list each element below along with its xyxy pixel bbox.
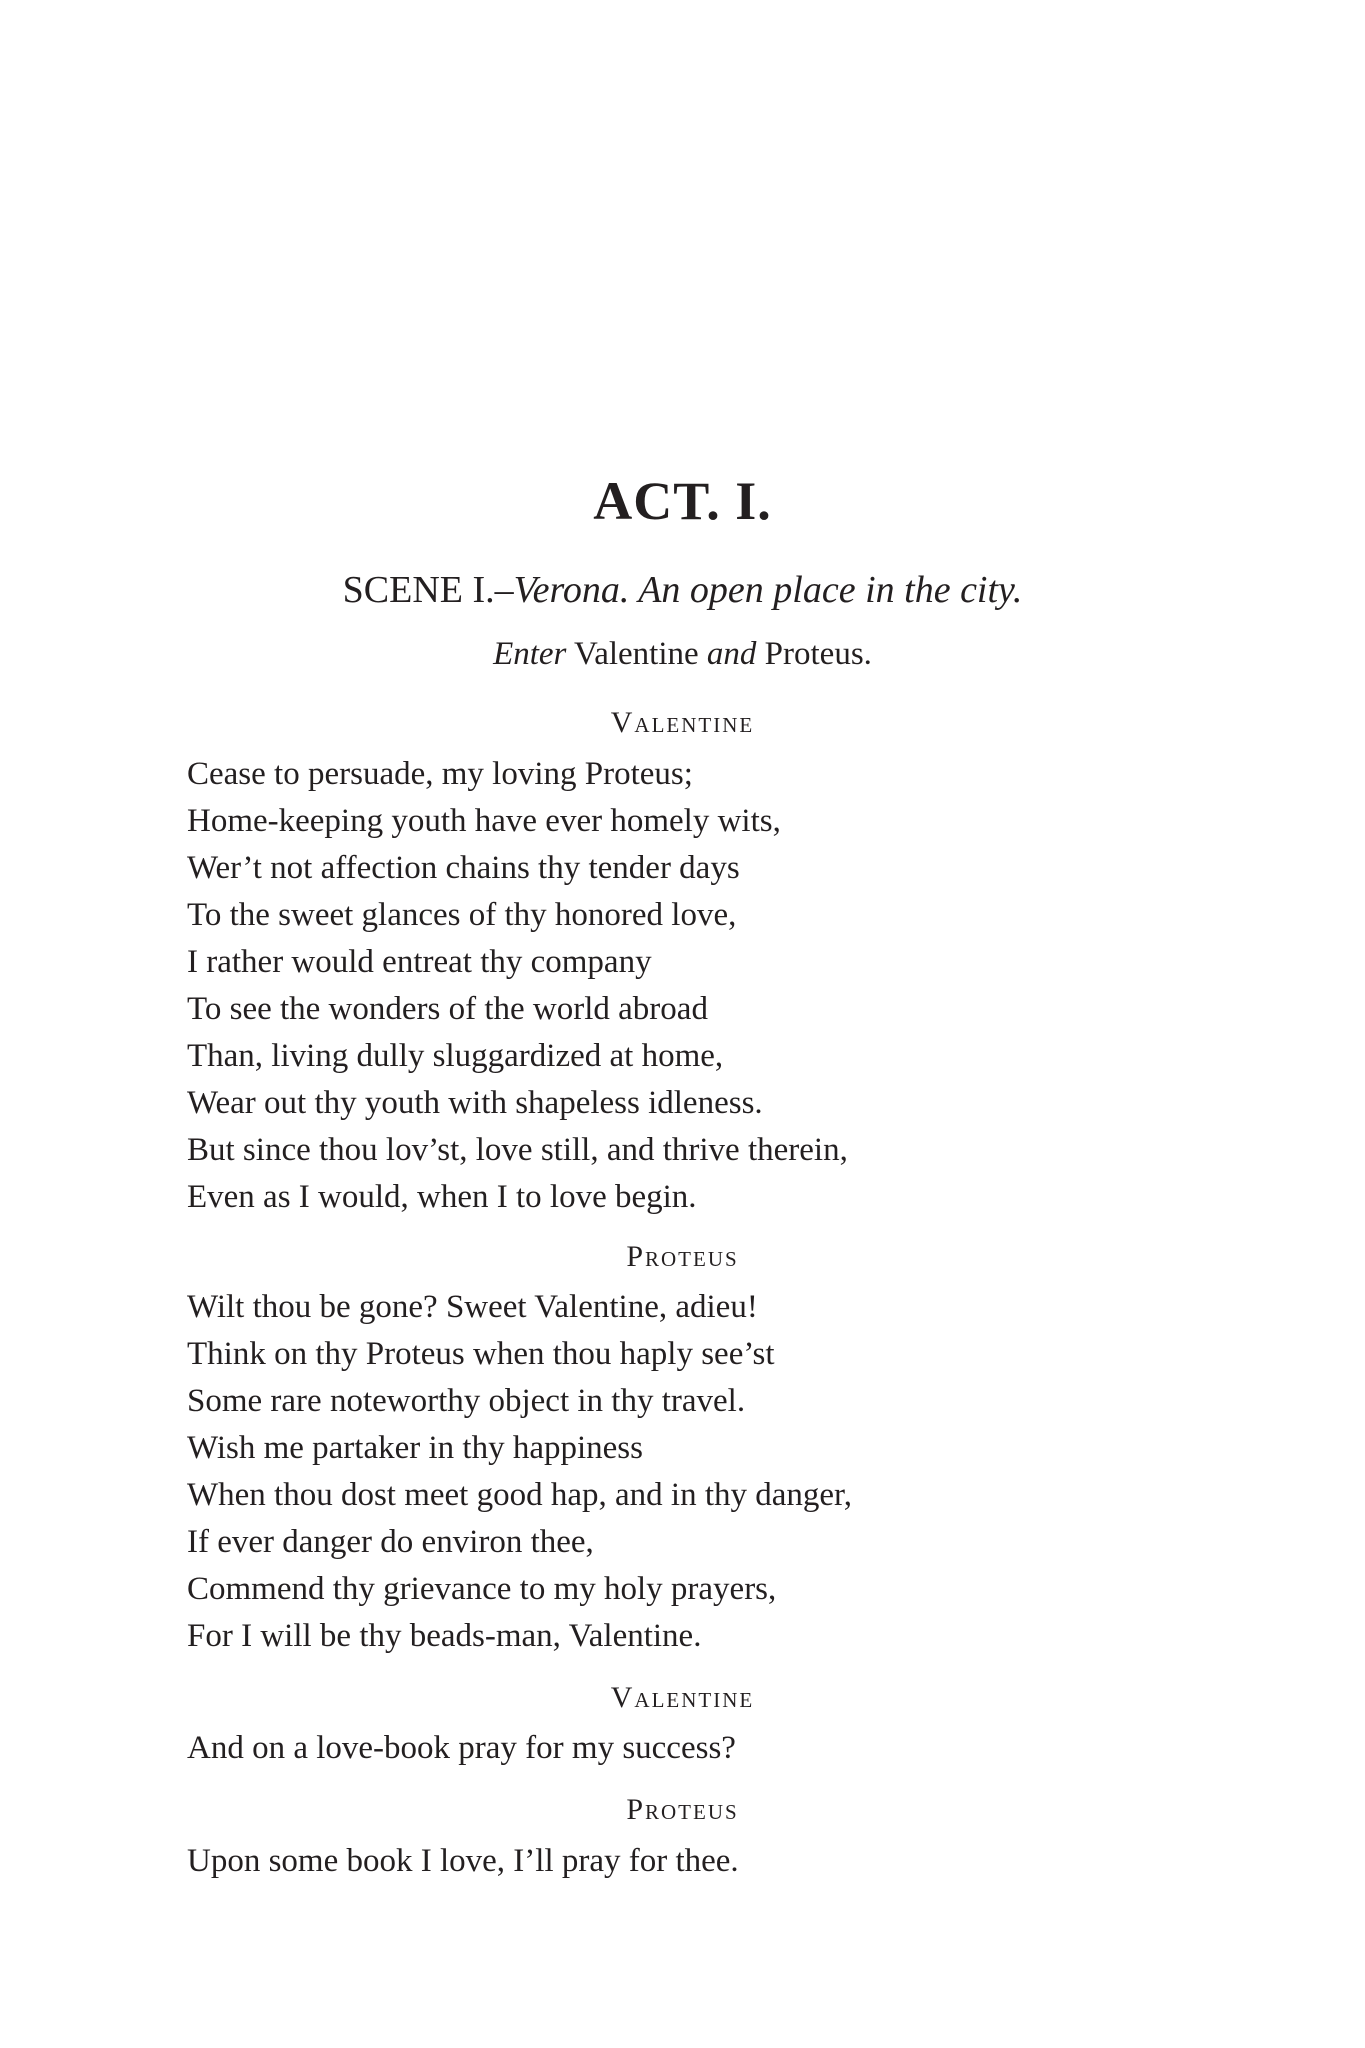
verse-line: And on a love-book pray for my success? bbox=[187, 1730, 736, 1766]
verse-line: Upon some book I love, I’ll pray for thee. bbox=[187, 1843, 739, 1879]
verse-line: But since thou lov’st, love still, and thrive therein, bbox=[187, 1132, 848, 1168]
verse-line: Wer’t not affection chains thy tender days bbox=[187, 850, 740, 886]
act-title: ACT. I. bbox=[593, 471, 772, 531]
scene-location: Verona. An open place in the city. bbox=[513, 569, 1023, 611]
stage-character-2: Proteus. bbox=[764, 636, 872, 672]
stage-character-1: Valentine bbox=[574, 636, 699, 672]
speech-lines bbox=[187, 1284, 852, 1660]
verse-line: Than, living dully sluggardized at home, bbox=[187, 1038, 724, 1074]
verse-line: Think on thy Proteus when thou haply see’st bbox=[187, 1336, 775, 1372]
verse-line: When thou dost meet good hap, and in thy danger, bbox=[187, 1477, 852, 1513]
verse-line: Even as I would, when I to love begin. bbox=[187, 1179, 697, 1215]
speech-lines bbox=[187, 751, 848, 1221]
speaker-name: Valentine bbox=[610, 1681, 755, 1714]
verse-line: Wear out thy youth with shapeless idleness. bbox=[187, 1085, 763, 1121]
verse-line: Cease to persuade, my loving Proteus; bbox=[187, 756, 693, 792]
scene-heading bbox=[0, 568, 1365, 612]
verse-line: Some rare noteworthy object in thy travel. bbox=[187, 1383, 746, 1419]
verse-line: To the sweet glances of thy honored love, bbox=[187, 897, 737, 933]
stage-and: and bbox=[706, 636, 757, 672]
speaker-name: Valentine bbox=[610, 706, 755, 739]
speech-lines bbox=[187, 1838, 739, 1885]
verse-line: To see the wonders of the world abroad bbox=[187, 991, 708, 1027]
stage-direction bbox=[0, 636, 1365, 673]
verse-line: Commend thy grievance to my holy prayers, bbox=[187, 1571, 777, 1607]
scene-number: SCENE I.– bbox=[342, 569, 514, 611]
verse-line: I rather would entreat thy company bbox=[187, 944, 652, 980]
speaker-name: Proteus bbox=[626, 1793, 739, 1826]
verse-line: For I will be thy beads-man, Valentine. bbox=[187, 1618, 702, 1654]
verse-line: Wish me partaker in thy happiness bbox=[187, 1430, 643, 1466]
speech-lines bbox=[187, 1725, 736, 1772]
verse-line: Wilt thou be gone? Sweet Valentine, adieu! bbox=[187, 1289, 758, 1325]
stage-enter: Enter bbox=[493, 636, 567, 672]
verse-line: Home-keeping youth have ever homely wits, bbox=[187, 803, 781, 839]
verse-line: If ever danger do environ thee, bbox=[187, 1524, 594, 1560]
speaker-name: Proteus bbox=[626, 1240, 739, 1273]
